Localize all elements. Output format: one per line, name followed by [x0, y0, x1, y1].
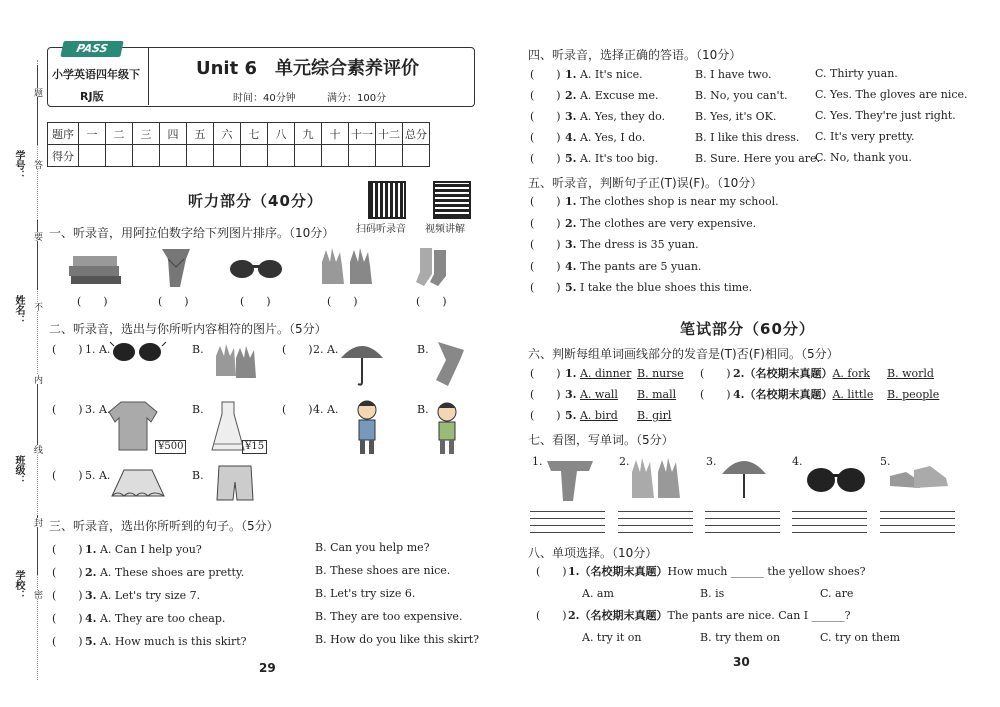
pass-logo: PASS [60, 41, 123, 57]
seal-char: 答 [32, 160, 42, 169]
answer-lines[interactable] [705, 505, 780, 533]
boy-icon [432, 400, 462, 456]
school-label: 学校： [13, 570, 24, 600]
answer-blank[interactable]: ( ) [530, 388, 561, 401]
option-label: B. Let's try size 6. [315, 587, 416, 600]
page-title: Unit 6 单元综合素养评价 [196, 58, 419, 79]
option-label: B. No, you can't. [695, 89, 788, 102]
written-title: 笔试部分（60分） [680, 320, 815, 338]
price-tag: ¥15 [242, 440, 267, 454]
seal-char: 要 [32, 232, 42, 241]
item-number: 4. [792, 455, 803, 468]
header-divider [148, 47, 149, 105]
edition-label: RJ版 [80, 90, 104, 103]
price-tag: ¥500 [155, 440, 186, 454]
option-label: B. mall [637, 388, 677, 401]
answer-blank[interactable]: ( ) [52, 566, 83, 579]
option-label: B. I have two. [695, 68, 772, 81]
statement: 1. The clothes shop is near my school. [565, 195, 779, 208]
answer-lines[interactable] [618, 505, 693, 533]
seal-char: 密 [32, 590, 42, 599]
question-number: 4.（名校期末真题）A. little [733, 388, 874, 401]
question-number: 1. A. It's nice. [565, 68, 643, 81]
option-label: B. world [887, 367, 934, 380]
qr-caption: 扫码听录音 [356, 224, 406, 235]
question-number: 1. A. Can I help you? [85, 543, 202, 556]
option-label: B. [192, 403, 204, 416]
sunglasses-icon [228, 257, 284, 281]
qr-caption: 视频讲解 [425, 224, 465, 235]
shorts-icon [215, 464, 255, 504]
score-cell: 六 [214, 123, 241, 145]
answer-blank[interactable]: ( ) [530, 260, 561, 273]
question-number: 4. A. Yes, I do. [565, 131, 646, 144]
option-label: C. It's very pretty. [815, 130, 915, 143]
score-cell: 四 [160, 123, 187, 145]
score-cell: 总分 [403, 123, 430, 145]
boy-icon [352, 398, 382, 456]
answer-blank[interactable]: ( ) [240, 295, 271, 308]
question-number: 3. A. Yes, they do. [565, 110, 666, 123]
shoes-icon [888, 456, 950, 496]
question-number: 3. A. [85, 403, 111, 416]
answer-blank[interactable]: ( ) [530, 281, 561, 294]
option-label: B. Yes, it's OK. [695, 110, 777, 123]
full-score-label: 满分：100分 [327, 93, 387, 104]
gloves-icon [318, 246, 376, 288]
score-input[interactable] [403, 145, 430, 167]
option-label: C. Yes. The gloves are nice. [815, 88, 968, 101]
question-number: 1. A. dinner [565, 367, 632, 380]
answer-blank[interactable]: ( ) [52, 403, 83, 416]
statement: 3. The dress is 35 yuan. [565, 238, 699, 251]
item-number: 1. [532, 455, 543, 468]
section-1-title: 一、听录音，用阿拉伯数字给下列图片排序。（10分） [49, 226, 335, 240]
section-2-title: 二、听录音，选出与你所听内容相符的图片。（5分） [49, 322, 327, 336]
books-icon [67, 248, 123, 288]
option-label: B. is [700, 587, 725, 600]
option-label: B. I like this dress. [695, 131, 800, 144]
answer-blank[interactable]: ( ) [52, 543, 83, 556]
student-id-label: 学号： [13, 150, 24, 180]
gloves-icon [628, 454, 686, 502]
score-input[interactable] [160, 145, 187, 167]
answer-blank[interactable]: ( ) [77, 295, 108, 308]
score-table [47, 122, 430, 167]
score-input[interactable] [106, 145, 133, 167]
answer-blank[interactable]: ( ) [52, 635, 83, 648]
answer-blank[interactable]: ( ) [52, 343, 83, 356]
qr-code-icon[interactable] [433, 181, 471, 219]
option-label: B. [192, 343, 204, 356]
time-label: 时间：40分钟 [233, 93, 296, 104]
score-cell: 三 [133, 123, 160, 145]
option-label: B. [417, 403, 429, 416]
option-label: B. [417, 343, 429, 356]
question-number: 1. A. [85, 343, 111, 356]
answer-blank[interactable]: ( ) [530, 68, 561, 81]
answer-blank[interactable]: ( ) [530, 195, 561, 208]
item-number: 2. [619, 455, 630, 468]
class-label: 班级： [13, 455, 24, 485]
score-cell: 得分 [48, 145, 79, 167]
answer-blank[interactable]: ( ) [536, 565, 567, 578]
answer-blank[interactable]: ( ) [52, 612, 83, 625]
answer-blank[interactable]: ( ) [530, 217, 561, 230]
socks-icon [414, 246, 452, 288]
question-number: 2.（名校期末真题）A. fork [733, 367, 871, 380]
score-input[interactable] [268, 145, 295, 167]
section-6-title: 六、判断每组单词画线部分的发音是(T)否(F)相同。（5分） [528, 347, 839, 361]
scarf-icon [543, 455, 597, 503]
name-label: 姓名： [13, 295, 24, 325]
answer-blank[interactable]: ( ) [530, 131, 561, 144]
section-5-title: 五、听录音，判断句子正(T)误(F)。（10分） [528, 176, 763, 190]
answer-blank[interactable]: ( ) [416, 295, 447, 308]
score-cell: 二 [106, 123, 133, 145]
statement: 5. I take the blue shoes this time. [565, 281, 753, 294]
gloves-icon [214, 342, 258, 380]
umbrella-icon [720, 454, 768, 502]
score-cell: 七 [241, 123, 268, 145]
dress-icon [210, 400, 246, 452]
section-8-title: 八、单项选择。（10分） [528, 546, 658, 560]
item-number: 3. [706, 455, 717, 468]
score-input[interactable] [133, 145, 160, 167]
score-input[interactable] [322, 145, 349, 167]
answer-blank[interactable]: ( ) [530, 367, 561, 380]
listening-title: 听力部分（40分） [188, 192, 323, 210]
answer-blank[interactable]: ( ) [158, 295, 189, 308]
option-label: B. try them on [700, 631, 781, 644]
score-cell: 题序 [48, 123, 79, 145]
question-number: 3. A. Let's try size 7. [85, 589, 201, 602]
qr-code-icon[interactable] [368, 181, 406, 219]
statement: 2. The clothes are very expensive. [565, 217, 757, 230]
section-4-title: 四、听录音，选择正确的答语。（10分） [528, 48, 742, 62]
page-number: 29 [259, 661, 276, 675]
statement: 4. The pants are 5 yuan. [565, 260, 702, 273]
umbrella-icon [339, 340, 385, 388]
answer-blank[interactable]: ( ) [327, 295, 358, 308]
option-label: C. No, thank you. [815, 151, 912, 164]
shirt-icon [107, 400, 159, 452]
sunglasses-icon [805, 462, 867, 496]
answer-lines[interactable] [792, 505, 867, 533]
option-label: B. girl [637, 409, 672, 422]
question-number: 5. A. How much is this skirt? [85, 635, 247, 648]
skirt-icon [110, 466, 166, 500]
answer-blank[interactable]: ( ) [700, 388, 731, 401]
answer-blank[interactable]: ( ) [530, 152, 561, 165]
grade-label: 小学英语四年级下 [52, 68, 140, 81]
question-number: 3. A. wall [565, 388, 618, 401]
option-label: B. nurse [637, 367, 684, 380]
score-cell: 五 [187, 123, 214, 145]
question-number: 2. A. [313, 343, 339, 356]
page-number: 30 [733, 655, 750, 669]
section-3-title: 三、听录音，选出你所听到的句子。（5分） [49, 519, 279, 533]
answer-lines[interactable] [880, 505, 955, 533]
option-label: B. [192, 469, 204, 482]
item-number: 5. [880, 455, 891, 468]
score-input[interactable] [241, 145, 268, 167]
score-cell: 十 [322, 123, 349, 145]
answer-blank[interactable]: ( ) [536, 609, 567, 622]
score-input[interactable] [295, 145, 322, 167]
option-label: B. people [887, 388, 940, 401]
answer-blank[interactable]: ( ) [282, 343, 313, 356]
option-label: C. are [820, 587, 854, 600]
question-number: 5. A. [85, 469, 111, 482]
scarf-icon [430, 340, 472, 388]
question: 1.（名校期末真题）How much ______ the yellow shoes? [568, 565, 866, 578]
answer-blank[interactable]: ( ) [52, 589, 83, 602]
seal-char: 不 [32, 302, 42, 311]
question-number: 5. A. It's too big. [565, 152, 659, 165]
section-7-title: 七、看图，写单词。（5分） [528, 433, 674, 447]
answer-blank[interactable]: ( ) [530, 89, 561, 102]
option-label: B. They are too expensive. [315, 610, 463, 623]
score-input[interactable] [349, 145, 376, 167]
answer-blank[interactable]: ( ) [700, 367, 731, 380]
option-label: A. try it on [582, 631, 642, 644]
option-label: B. Sure. Here you are. [695, 152, 821, 165]
score-input[interactable] [376, 145, 403, 167]
option-label: C. Yes. They're just right. [815, 109, 956, 122]
question-number: 4. A. [313, 403, 339, 416]
option-label: C. Thirty yuan. [815, 67, 898, 80]
seal-char: 封 [32, 518, 42, 527]
seal-char: 线 [32, 445, 42, 454]
answer-blank[interactable]: ( ) [530, 110, 561, 123]
score-cell: 十二 [376, 123, 403, 145]
answer-blank[interactable]: ( ) [530, 238, 561, 251]
score-input[interactable] [79, 145, 106, 167]
score-cell: 八 [268, 123, 295, 145]
question-number: 2. A. Excuse me. [565, 89, 659, 102]
question-number: 2. A. These shoes are pretty. [85, 566, 245, 579]
score-cell: 一 [79, 123, 106, 145]
option-label: C. try on them [820, 631, 901, 644]
score-input[interactable] [214, 145, 241, 167]
question: 2.（名校期末真题）The pants are nice. Can I ______? [568, 609, 851, 622]
option-label: B. How do you like this skirt? [315, 633, 480, 646]
answer-blank[interactable]: ( ) [52, 469, 83, 482]
option-label: B. Can you help me? [315, 541, 430, 554]
score-input[interactable] [187, 145, 214, 167]
question-number: 4. A. They are too cheap. [85, 612, 226, 625]
question-number: 5. A. bird [565, 409, 618, 422]
seal-char: 题 [32, 88, 42, 97]
scarf-icon [156, 245, 196, 290]
answer-lines[interactable] [530, 505, 605, 533]
option-label: A. am [582, 587, 614, 600]
answer-blank[interactable]: ( ) [530, 409, 561, 422]
score-cell: 十一 [349, 123, 376, 145]
answer-blank[interactable]: ( ) [282, 403, 313, 416]
sunglasses-icon [108, 340, 168, 364]
seal-char: 内 [32, 375, 42, 384]
option-label: B. These shoes are nice. [315, 564, 451, 577]
score-cell: 九 [295, 123, 322, 145]
